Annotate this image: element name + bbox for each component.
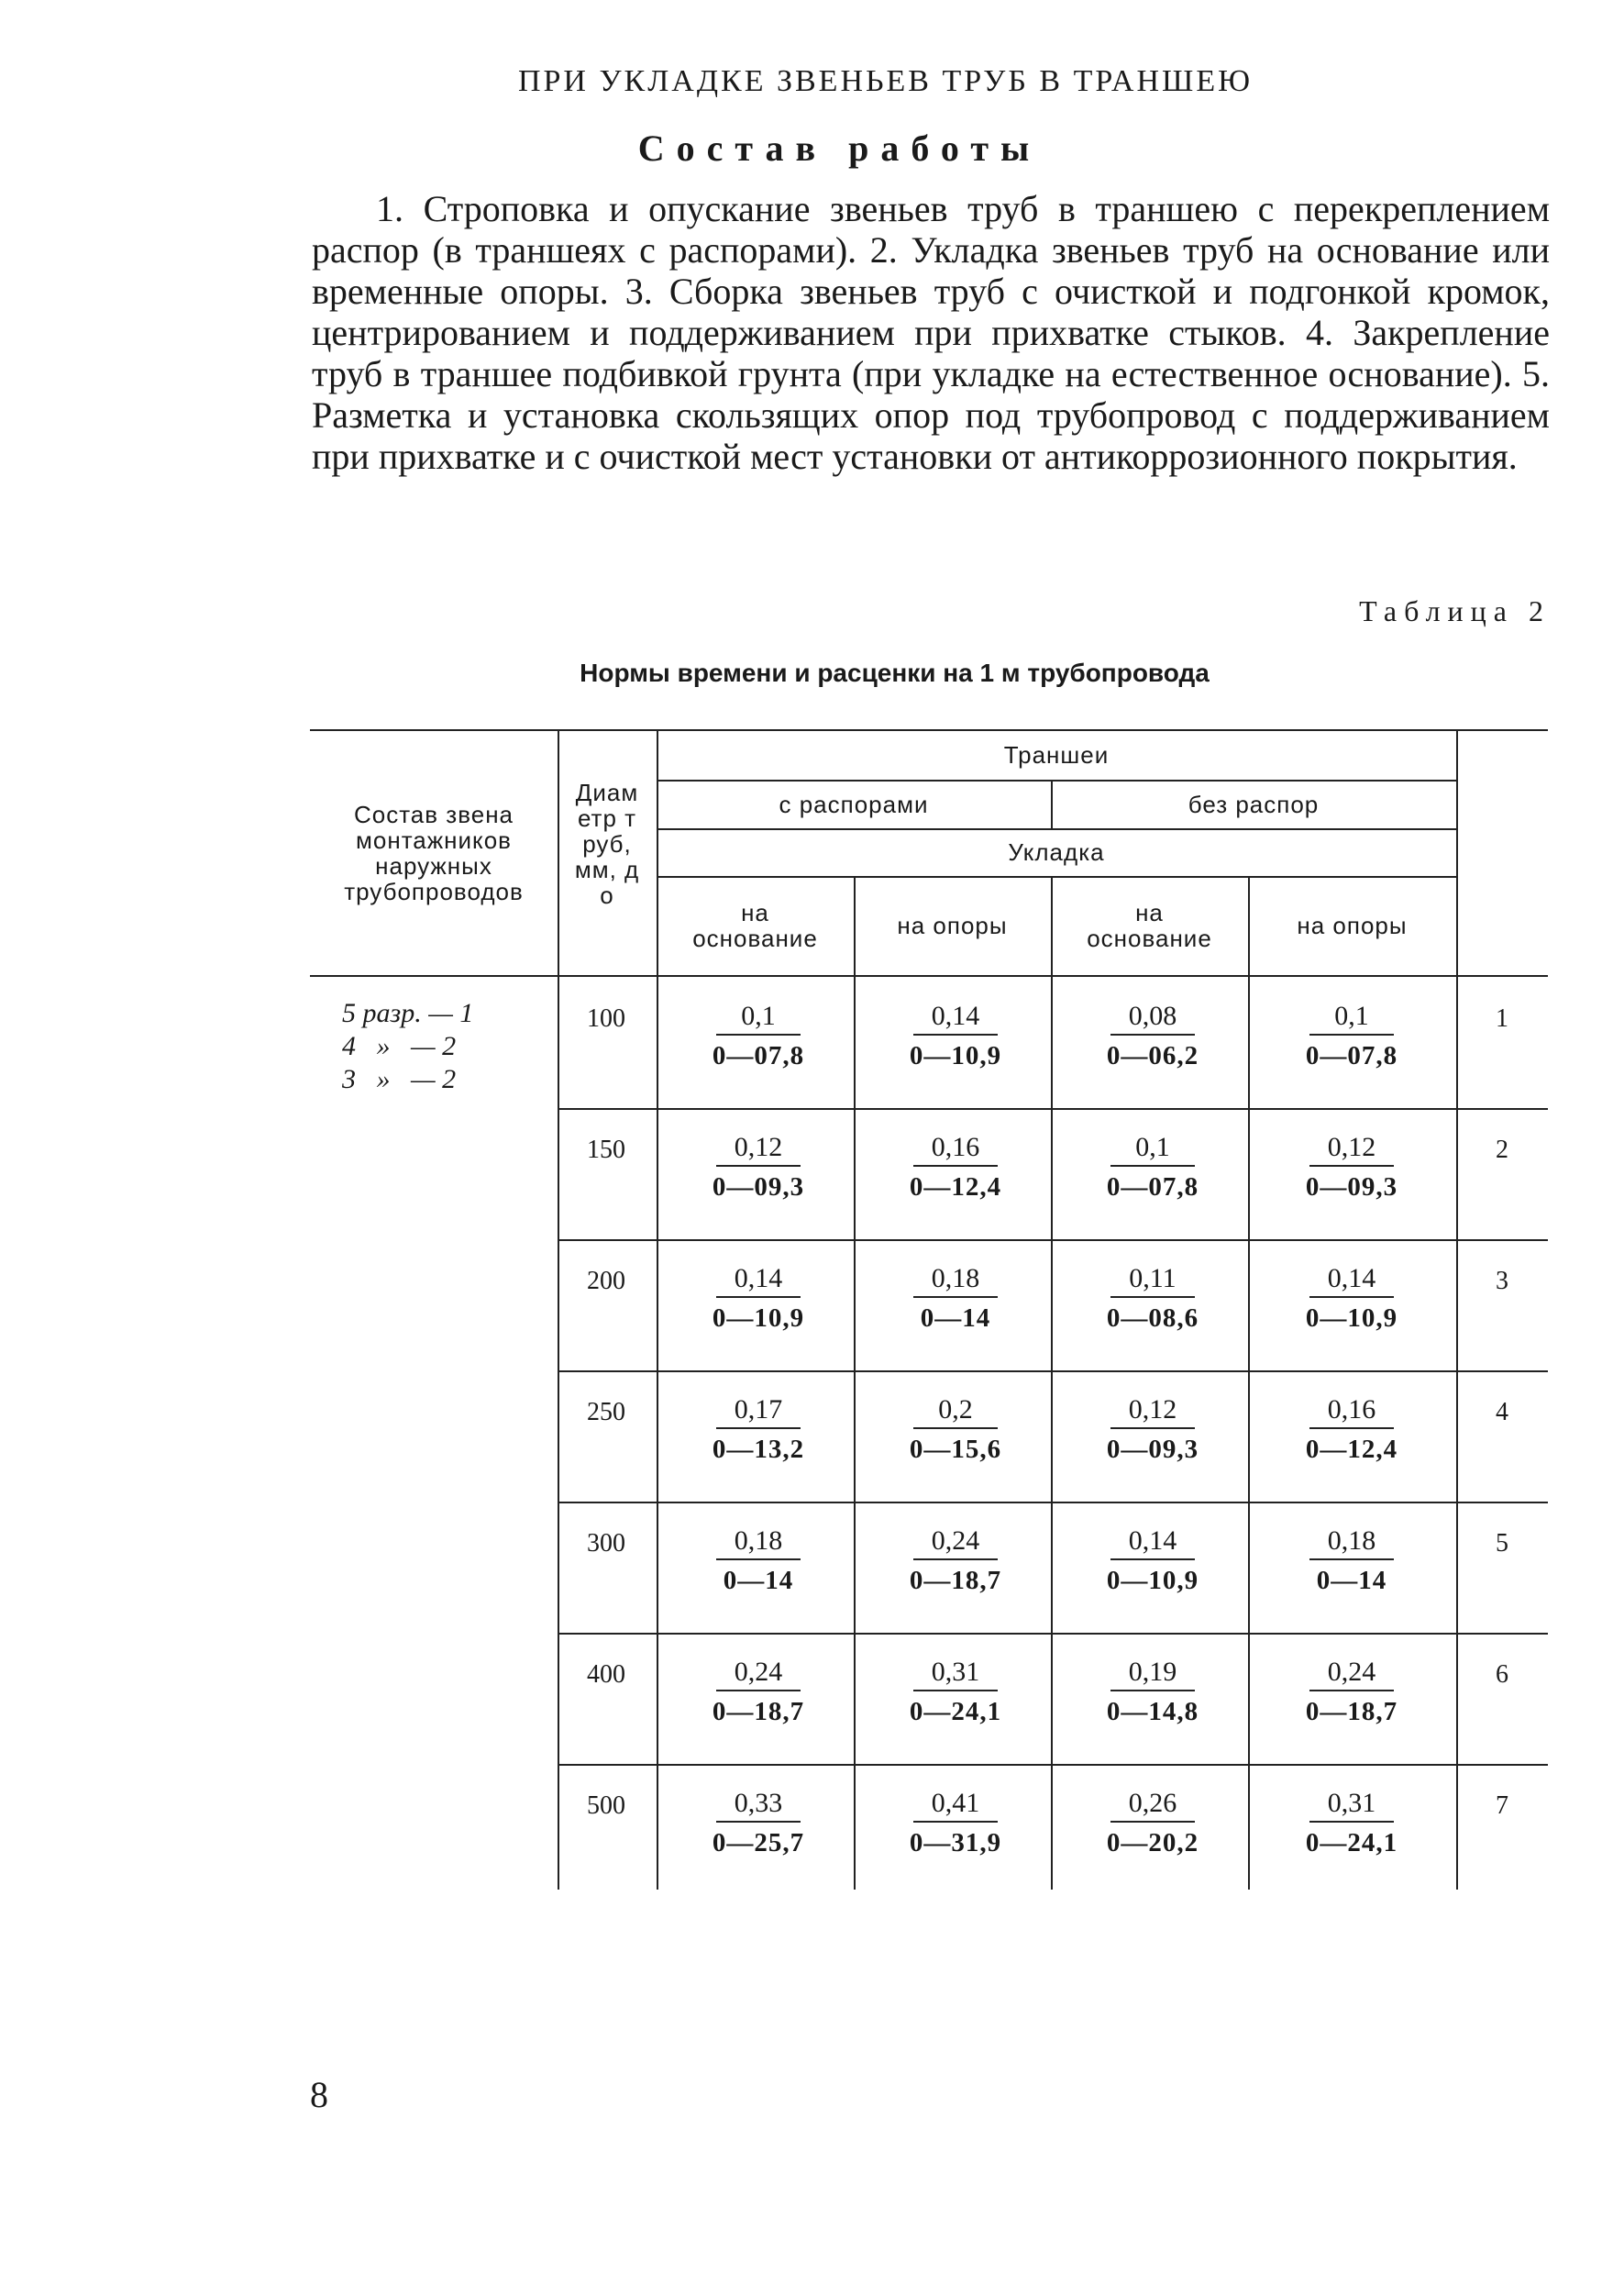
header-on-supports-1: на опоры [897,912,1008,939]
norm-rate-cell [1055,1788,1250,1858]
rate-value: 0—06,2 [1106,1041,1199,1070]
diameter-value: 300 [587,1529,625,1558]
diameter-value: 150 [587,1136,625,1164]
rate-value: 0—09,3 [1305,1172,1398,1202]
norm-rate-cell [1055,1657,1250,1727]
time-norm: 0,1 [1309,1001,1394,1036]
row-number: 6 [1496,1660,1508,1689]
header-with-struts: с распорами [779,790,929,818]
row-rule-3 [558,1370,1548,1372]
diameter-value: 250 [587,1398,625,1426]
header-on-base-1: на основание [692,899,818,952]
row-rule-5 [558,1633,1548,1635]
norm-rate-cell [1254,1001,1449,1071]
norm-rate-cell [661,1788,856,1858]
rate-value: 0—31,9 [909,1828,1002,1857]
header-on-base-2: на основание [1087,899,1212,952]
norm-rate-cell [1055,1132,1250,1203]
rate-value: 0—18,7 [909,1566,1002,1595]
norm-rate-cell [858,1657,1053,1727]
rate-value: 0—08,6 [1106,1303,1199,1333]
rate-value: 0—14 [920,1303,991,1333]
section-title: Состав работы [637,128,1042,169]
rate-value: 0—14 [723,1566,794,1595]
header-without-struts: без распор [1188,790,1320,818]
row-rule-4 [558,1502,1548,1503]
time-norm: 0,14 [716,1263,801,1298]
time-norm: 0,1 [716,1001,801,1036]
time-norm: 0,33 [716,1788,801,1823]
norm-rate-cell [858,1263,1053,1334]
time-norm: 0,12 [716,1132,801,1167]
time-norm: 0,24 [716,1657,801,1691]
rate-value: 0—20,2 [1106,1828,1199,1857]
row-rule-6 [558,1764,1548,1766]
norm-rate-cell [858,1132,1053,1203]
norm-rate-cell [858,1001,1053,1071]
time-norm: 0,12 [1309,1132,1394,1167]
rate-value: 0—18,7 [712,1697,805,1726]
time-norm: 0,41 [913,1788,998,1823]
rate-value: 0—13,2 [712,1435,805,1464]
crew-grade-5: 5 разр. — 1 [342,998,474,1028]
work-description: 1. Строповка и опускание звеньев труб в траншею с перекреплением распор (в траншеях с распорами). 2. Укладка звеньев труб на основание или временные опоры. 3. Сборка звеньев труб с очисткой и подгонкой кромок, центрированием и поддерживанием при прихватке стыков. 4. Закрепление труб в траншее подбивкой грунта (при укладке на естественное основание). 5. Разметка и установка скользящих опор под трубопровод с поддерживанием при прихватке и с очисткой мест установки от антикоррозионного покрытия. [312,188,1550,477]
diameter-value: 100 [587,1004,625,1033]
norm-rate-cell [1254,1394,1449,1465]
header-on-supports-2: на опоры [1297,912,1408,939]
time-norm: 0,17 [716,1394,801,1429]
rate-value: 0—10,9 [1305,1303,1398,1333]
running-header: ПРИ УКЛАДКЕ ЗВЕНЬЕВ ТРУБ В ТРАНШЕЮ [517,64,1254,98]
norms-table [310,729,1548,1890]
time-norm: 0,31 [1309,1788,1394,1823]
norm-rate-cell [1055,1394,1250,1465]
time-norm: 0,16 [1309,1394,1394,1429]
norm-rate-cell [1055,1525,1250,1596]
norm-rate-cell [661,1001,856,1071]
norm-rate-cell [661,1525,856,1596]
crew-grade-3: 3 » — 2 [342,1064,457,1094]
norm-rate-cell [1254,1132,1449,1203]
diameter-value: 200 [587,1267,625,1295]
row-number: 7 [1496,1791,1508,1820]
header-trenches: Траншеи [1003,740,1110,769]
rate-value: 0—15,6 [909,1435,1002,1464]
rate-value: 0—12,4 [909,1172,1002,1202]
time-norm: 0,1 [1110,1132,1195,1167]
rate-value: 0—14 [1316,1566,1387,1595]
rate-value: 0—10,9 [712,1303,805,1333]
rate-value: 0—10,9 [1106,1566,1199,1595]
norm-rate-cell [858,1394,1053,1465]
time-norm: 0,26 [1110,1788,1195,1823]
time-norm: 0,24 [1309,1657,1394,1691]
page-number: 8 [310,2074,328,2115]
time-norm: 0,2 [913,1394,998,1429]
rate-value: 0—09,3 [712,1172,805,1202]
row-rule-2 [558,1239,1548,1241]
time-norm: 0,11 [1110,1263,1195,1298]
norm-rate-cell [1254,1657,1449,1727]
crew-composition [342,997,473,1096]
rate-value: 0—25,7 [712,1828,805,1857]
row-number: 3 [1496,1267,1508,1295]
time-norm: 0,14 [1309,1263,1394,1298]
time-norm: 0,18 [1309,1525,1394,1560]
norm-rate-cell [1254,1525,1449,1596]
time-norm: 0,08 [1110,1001,1195,1036]
norm-rate-cell [661,1394,856,1465]
rate-value: 0—24,1 [909,1697,1002,1726]
norm-rate-cell [1254,1788,1449,1858]
header-laying: Укладка [1008,838,1105,866]
norm-rate-cell [661,1657,856,1727]
rate-value: 0—07,8 [712,1041,805,1070]
col-rule-4 [1456,729,1458,1890]
table-label: Таблица 2 [1359,594,1551,627]
time-norm: 0,12 [1110,1394,1195,1429]
time-norm: 0,24 [913,1525,998,1560]
rate-value: 0—10,9 [909,1041,1002,1070]
norm-rate-cell [661,1263,856,1334]
time-norm: 0,19 [1110,1657,1195,1691]
row-number: 1 [1496,1004,1508,1033]
time-norm: 0,31 [913,1657,998,1691]
time-norm: 0,14 [1110,1525,1195,1560]
rate-value: 0—09,3 [1106,1435,1199,1464]
row-number: 5 [1496,1529,1508,1558]
rate-value: 0—12,4 [1305,1435,1398,1464]
norm-rate-cell [1254,1263,1449,1334]
norm-rate-cell [661,1132,856,1203]
norm-rate-cell [1055,1263,1250,1334]
time-norm: 0,18 [716,1525,801,1560]
crew-grade-4: 4 » — 2 [342,1031,457,1061]
table-caption: Нормы времени и расценки на 1 м трубопровода [580,659,1210,687]
header-bottom-rule [310,975,1548,977]
norm-rate-cell [1055,1001,1250,1071]
diameter-value: 500 [587,1791,625,1820]
norm-rate-cell [858,1788,1053,1858]
rate-value: 0—18,7 [1305,1697,1398,1726]
rate-value: 0—14,8 [1106,1697,1199,1726]
header-diameter: Диаметр труб, мм, до [574,779,640,909]
time-norm: 0,14 [913,1001,998,1036]
time-norm: 0,18 [913,1263,998,1298]
diameter-value: 400 [587,1660,625,1689]
row-number: 2 [1496,1136,1508,1164]
header-composition: Состав звена монтажников наружных трубопроводов [344,801,524,905]
norm-rate-cell [858,1525,1053,1596]
rate-value: 0—24,1 [1305,1828,1398,1857]
time-norm: 0,16 [913,1132,998,1167]
row-rule-1 [558,1108,1548,1110]
rate-value: 0—07,8 [1305,1041,1398,1070]
row-number: 4 [1496,1398,1508,1426]
rate-value: 0—07,8 [1106,1172,1199,1202]
